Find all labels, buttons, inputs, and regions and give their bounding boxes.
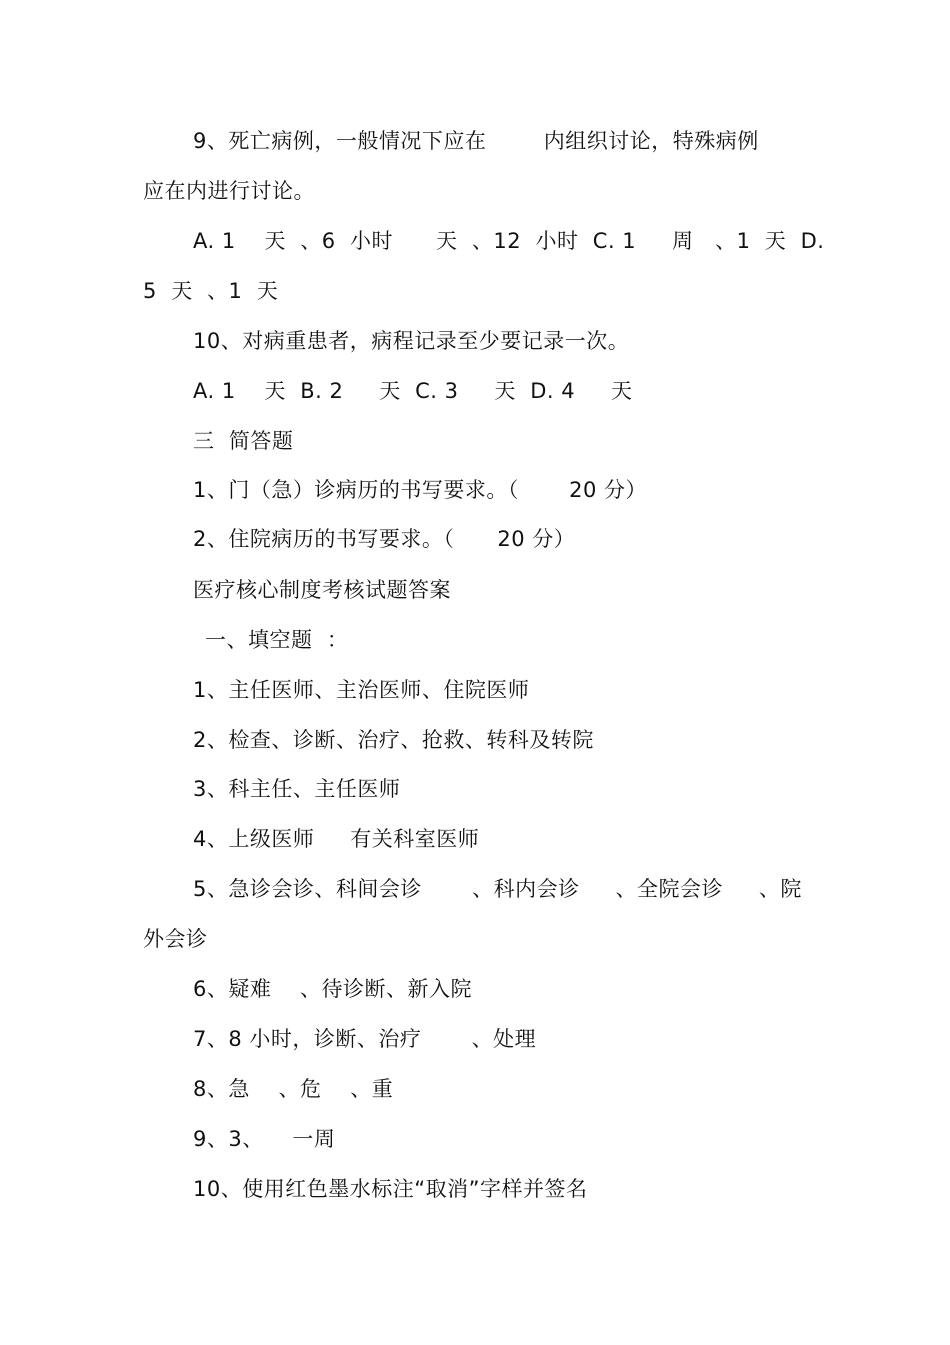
- question-10: 10、对病重患者，病程记录至少要记录一次。: [193, 329, 630, 353]
- answer-5-line-1: 5、急诊会诊、科间会诊 、科内会诊 、全院会诊 、院: [193, 877, 802, 901]
- question-9-options-line-1: A. 1 天 、6 小时 天 、12 小时 C. 1 周 、1 天 D.: [193, 229, 825, 253]
- answer-5-line-2: 外会诊: [143, 927, 208, 951]
- answer-4: 4、上级医师 有关科室医师: [193, 827, 480, 851]
- section-3-heading: 三 简答题: [193, 429, 294, 453]
- answer-10: 10、使用红色墨水标注“取消”字样并签名: [193, 1177, 588, 1201]
- answer-section-1-heading: 一、填空题 ：: [205, 628, 349, 652]
- short-answer-2: 2、住院病历的书写要求。（ 20 分）: [193, 527, 576, 551]
- question-10-options: A. 1 天 B. 2 天 C. 3 天 D. 4 天: [193, 379, 633, 403]
- answer-6: 6、疑难 、待诊断、新入院: [193, 977, 473, 1001]
- answer-key-title: 医疗核心制度考核试题答案: [193, 578, 451, 602]
- short-answer-1: 1、门（急）诊病历的书写要求。（ 20 分）: [193, 478, 647, 502]
- answer-2: 2、检查、诊断、治疗、抢救、转科及转院: [193, 728, 594, 752]
- answer-8: 8、急 、危 、重: [193, 1077, 394, 1101]
- question-9-line-1: 9、死亡病例，一般情况下应在 内组织讨论，特殊病例: [193, 129, 759, 153]
- question-9-options-line-2: 5 天 、1 天: [143, 279, 279, 303]
- answer-1: 1、主任医师、主治医师、住院医师: [193, 678, 530, 702]
- answer-3: 3、科主任、主任医师: [193, 777, 401, 801]
- answer-7: 7、8 小时，诊断、治疗 、处理: [193, 1027, 537, 1051]
- question-9-line-2: 应在内进行讨论。: [143, 179, 315, 203]
- answer-9: 9、3、 一周: [193, 1127, 336, 1151]
